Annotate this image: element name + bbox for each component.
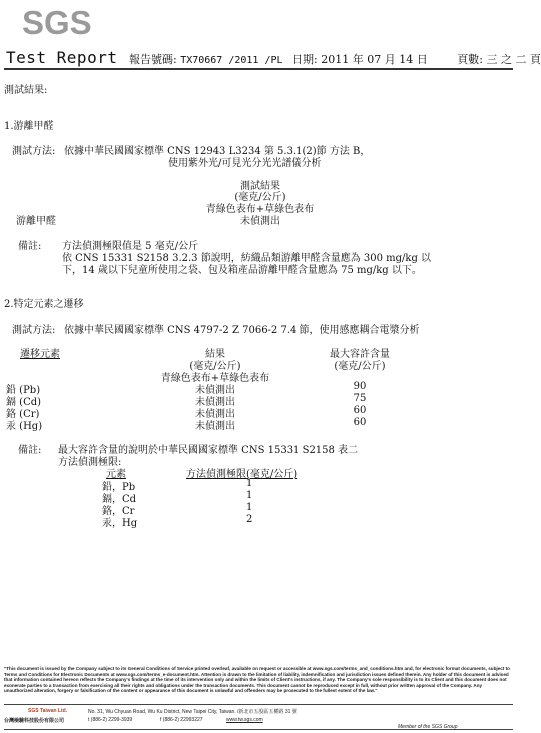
section1-note-line3: 下，14 歲以下兒童所使用之袋、包及箱產品游離甲醛含量應為 75 mg/kg 以下。	[62, 265, 422, 276]
sgs-logo	[22, 4, 92, 41]
table-row-limit: 75	[353, 393, 367, 404]
table-row-element: 汞 (Hg)	[6, 421, 43, 432]
list-item-value: 1	[246, 502, 253, 513]
footer-disclaimer: "This document is issued by the Company subject to its General Conditions of Service printed overleaf, available on request or accessible at www.sgs.com/terms_and_conditions.htm and, for electronic format documents, subject to Terms and Conditions for Electronic Documents at www.sgs.com/terms_e-document.htm. Attention is drawn to the limitation of liability, indemnification and jurisdiction issues defined therein. Any holder of this document is advised that information contained hereon reflects the Company's findings at the time of its intervention only and within the limits of Client's instructions, if any. The Company's sole responsibility is to its Client and this document does not exonerate parties to a transaction from exercising all their rights and obligations under the transaction documents. This document cannot be reproduced except in full, without prior written approval of the Company. Any unauthorized alteration, forgery or falsification of the content or appearance of this document is unlawful and offenders may be prosecuted to the fullest extent of the law."	[4, 666, 510, 694]
list-item-element: 鉛，Pb	[102, 482, 136, 493]
footer-company-en: SGS Taiwan Ltd.	[28, 708, 68, 714]
section1-row-label: 游離甲醛	[16, 216, 56, 227]
section2-method-label: 測試方法:	[12, 325, 56, 336]
date-label: 日期:	[292, 53, 318, 66]
section1-method-line1: 依據中華民國國家標準 CNS 12943 L3234 第 5.3.1(2)節 方法 B，	[64, 146, 371, 157]
footer-fax: f (886-2) 22993227	[160, 717, 203, 723]
sgs-logo-icon	[22, 4, 92, 41]
detection-limit-col-element: 元素	[106, 469, 126, 480]
section2-col-result-unit: (毫克/公斤)	[189, 361, 241, 372]
section2-col-result: 結果	[205, 349, 225, 360]
list-item-element: 汞，Hg	[102, 518, 138, 529]
section1-note-line1: 方法偵測極限值是 5 毫克/公斤	[62, 241, 199, 252]
list-item-element: 鎘，Cd	[102, 494, 137, 505]
header-divider	[4, 68, 513, 70]
report-header	[6, 48, 541, 67]
footer-website-link[interactable]: www.tw.sgs.com	[226, 717, 263, 723]
section1-note-label: 備註:	[18, 241, 42, 252]
table-row-result: 未偵測出	[195, 409, 235, 420]
section1-method-line2: 使用紫外光/可見光分光光譜儀分析	[168, 158, 322, 169]
footer-address: No. 31, Wu Chyuan Road, Wu Ku District, New Taipei City, Taiwan. /新北市五股區五權路 31 號	[88, 709, 297, 715]
section2-col-element: 遷移元素	[20, 349, 60, 360]
section1-method-label: 測試方法:	[12, 146, 56, 157]
section2-col-result-sample: 青綠色表布+草綠色表布	[160, 373, 270, 384]
section1-note-line2: 依 CNS 15331 S2158 3.2.3 節說明，紡織品類游離甲醛含量應為 300 mg/kg 以	[62, 253, 432, 264]
section1-title: 1.游離甲醛	[4, 121, 54, 132]
footer-divider	[4, 704, 513, 705]
section2-note-label: 備註:	[18, 445, 42, 456]
report-no: TX70667 /2011 /PL	[180, 55, 283, 66]
section2-note-line2: 方法偵測極限:	[58, 457, 122, 468]
table-row-result: 未偵測出	[195, 397, 235, 408]
detection-limit-col-value: 方法偵測極限(毫克/公斤)	[186, 469, 298, 480]
section2-title: 2.特定元素之遷移	[4, 299, 84, 310]
table-row-element: 鉛 (Pb)	[6, 385, 41, 396]
table-row-limit: 90	[353, 381, 367, 392]
table-row-element: 鉻 (Cr)	[6, 409, 40, 420]
report-no-label: 報告號碼:	[128, 53, 177, 66]
section1-sample-name: 青綠色表布+草綠色表布	[205, 204, 315, 215]
section1-result-unit: (毫克/公斤)	[234, 192, 286, 203]
section1-row-value: 未偵測出	[240, 216, 280, 227]
footer-tel: t (886-2) 2299-3939	[88, 717, 133, 723]
table-row-result: 未偵測出	[195, 385, 235, 396]
report-title: Test Report	[6, 48, 118, 67]
section2-method-line1: 依據中華民國國家標準 CNS 4797-2 Z 7066-2 7.4 節，使用感應耦合電漿分析	[64, 325, 420, 336]
table-row-limit: 60	[353, 417, 367, 428]
table-row-limit: 60	[353, 405, 367, 416]
page-number: 三 之 二 頁	[486, 53, 541, 66]
list-item-value: 2	[246, 514, 253, 525]
report-date: 2011 年 07 月 14 日	[321, 53, 428, 66]
intro-label: 測試結果:	[4, 85, 48, 96]
svg-text:SGS: SGS	[22, 4, 92, 41]
section2-note-line1: 最大容許含量的說明於中華民國國家標準 CNS 15331 S2158 表二	[58, 445, 359, 456]
table-row-element: 鎘 (Cd)	[6, 397, 42, 408]
section2-col-limit: 最大容許含量	[330, 349, 390, 360]
list-item-element: 鉻，Cr	[102, 506, 135, 517]
page-label: 頁數:	[457, 53, 483, 66]
table-row-result: 未偵測出	[195, 421, 235, 432]
section2-col-limit-unit: (毫克/公斤)	[334, 361, 386, 372]
section1-result-header: 測試結果	[240, 181, 280, 192]
list-item-value: 1	[246, 478, 253, 489]
footer-company-zh: 台灣檢驗科技股份有限公司	[4, 718, 65, 724]
list-item-value: 1	[246, 490, 253, 501]
footer-member: Member of the SGS Group	[398, 724, 458, 730]
